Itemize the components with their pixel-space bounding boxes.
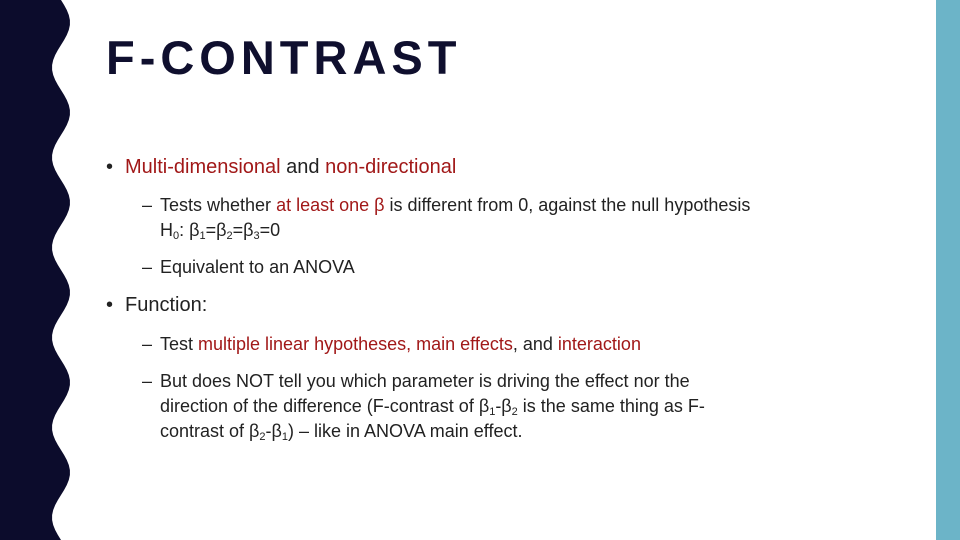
slide-content: [106, 152, 906, 444]
subbullet-text: Test: [160, 334, 199, 354]
highlight-multidimensional: Multi-dimensional: [125, 156, 281, 178]
decorative-wavy-band: [0, 0, 80, 540]
dash-glyph: –: [142, 257, 153, 277]
dash-glyph: –: [142, 371, 153, 391]
dash-glyph: –: [142, 334, 153, 354]
dash-glyph: –: [142, 195, 153, 215]
subbullet-text: direction of the difference (F-contrast of $\beta_1-\beta_2$ is the same thing as F-: [160, 396, 705, 418]
accent-bar: [936, 0, 960, 540]
slide-title: F-CONTRAST: [106, 31, 462, 84]
subbullet-text: But does NOT tell you which parameter is driving the effect nor the: [160, 371, 690, 391]
subbullet-test-multiple: [106, 332, 906, 357]
subbullet-text: , and: [512, 334, 558, 354]
subbullet-does-not-tell: [106, 369, 906, 444]
bullet-function: [106, 290, 906, 320]
subbullet-text: is different from 0, against the null hypothesis: [384, 195, 751, 215]
bullet-text: and: [280, 156, 326, 178]
bullet-glyph: •: [106, 156, 114, 178]
highlight-nondirectional: non-directional: [325, 156, 457, 178]
bullet-text: Function:: [125, 294, 208, 316]
subbullet-text: Equivalent to an ANOVA: [160, 257, 355, 277]
highlight-interaction: interaction: [557, 334, 641, 354]
subbullet-text: Tests whether: [160, 195, 277, 215]
bullet-multidimensional: [106, 152, 906, 182]
subbullet-text: contrast of $\beta_2-\beta_1$) – like in ANOVA main effect.: [160, 421, 523, 443]
highlight-at-least-one: at least one β: [276, 195, 385, 215]
subbullet-tests-whether: [106, 193, 906, 243]
null-hypothesis: $H_0$: $\beta_1=\beta_2=\beta_3=0$: [160, 220, 281, 242]
bullet-glyph: •: [106, 294, 114, 316]
subbullet-equivalent-anova: [106, 255, 906, 280]
highlight-linear-hypotheses: multiple linear hypotheses, main effects: [198, 334, 513, 354]
